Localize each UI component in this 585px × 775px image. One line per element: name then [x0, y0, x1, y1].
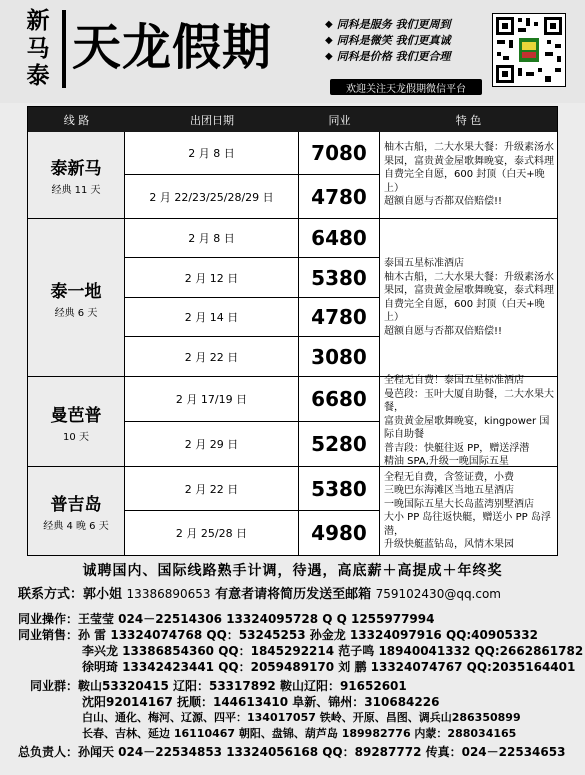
qr-code-icon: [492, 13, 566, 87]
feature-line: 超额自愿与否都双倍赔偿!!: [384, 325, 503, 337]
contact-mid: 有意者请将简历发送至邮箱: [215, 587, 372, 602]
slogan-item: ◆ 同科是服务 我们更周到: [325, 18, 451, 31]
group-line: 沈阳92014167 抚顺：144613410 阜新、锦州：310684226: [82, 695, 440, 709]
price-cell: 3080: [299, 337, 380, 377]
ops-line: 同业操作：王莹莹 024－22514306 13324095728 Q Q 1255977994: [18, 612, 435, 626]
brand-title: 天龙假期: [72, 18, 273, 76]
date-cell: 2 月 29 日: [125, 422, 299, 467]
route-name: 曼芭普: [50, 405, 102, 426]
feature-line: 全程无自费！泰国五星标准酒店: [384, 375, 524, 387]
contact-phone: 13386890653: [126, 587, 211, 601]
features-cell: [380, 219, 557, 377]
dest-char-2: 马: [26, 35, 50, 62]
price-cell: 4780: [299, 298, 380, 337]
feature-line: 超额自愿与否都双倍赔偿!!: [384, 196, 503, 208]
route-cell: [28, 467, 125, 555]
route-duration: 经典 11 天: [51, 185, 101, 196]
manager-line: 总负责人：孙闻天 024－22534853 13324056168 QQ：89287772 传真：024－22534653: [18, 745, 566, 759]
feature-line: 精油 SPA,升级一晚国际五星: [384, 456, 509, 468]
diamond-bullet-icon: ◆: [325, 18, 333, 30]
date-cell: 2 月 22 日: [125, 337, 299, 377]
price-cell: 5280: [299, 422, 380, 467]
date-cell: 2 月 8 日: [125, 132, 299, 175]
slogan-item: ◆ 同科是微笑 我们更真诚: [325, 34, 451, 47]
date-cell: 2 月 12 日: [125, 258, 299, 298]
features-cell: [380, 132, 557, 219]
features-cell: [380, 377, 557, 467]
date-cell: 2 月 14 日: [125, 298, 299, 337]
route-cell: [28, 219, 125, 377]
slogan-item: ◆ 同科是价格 我们更合理: [325, 50, 451, 63]
dest-char-1: 新: [26, 8, 50, 34]
table-header: [28, 107, 557, 132]
feature-line: 大小 PP 岛往返快艇，赠送小 PP 岛浮潜，: [384, 512, 551, 537]
price-cell: 6680: [299, 377, 380, 422]
price-cell: 4980: [299, 511, 380, 555]
route-cell: [28, 132, 125, 219]
date-cell: 2 月 22 日: [125, 467, 299, 511]
header-divider: [62, 10, 66, 88]
sales-line: 徐明琦 13342423441 QQ：2059489170 刘 鹏 13324074767 QQ:2035164401: [82, 660, 576, 674]
route-duration: 经典 4 晚 6 天: [43, 521, 109, 532]
feature-line: 泰国五星标准酒店: [384, 258, 464, 269]
feature-line: 富贵黄金屋歌舞晚宴，kingpower 国际自助餐: [384, 415, 550, 441]
route-duration: 经典 6 天: [54, 307, 98, 319]
feature-line: 自费完全自愿，600 封顶（白天+晚上）: [384, 169, 545, 194]
price-cell: 5380: [299, 258, 380, 298]
route-cell: [28, 377, 125, 467]
feature-line: 柚木古船，二大水果大餐：升级素汤水果园，富贵黄金屋歌舞晚宴，泰式料理: [384, 271, 554, 296]
date-cell: 2 月 25/28 日: [125, 511, 299, 555]
feature-line: 全程无自费，含签证费，小费: [384, 471, 514, 483]
recruit-banner: 诚聘国内、国际线路熟手计调，待遇，高底薪＋高提成＋年终奖: [82, 563, 503, 579]
feature-line: 升级快艇蓝钻岛，风情木果园: [384, 539, 514, 550]
feature-line: 三晚巴东海滩区当地五星酒店: [384, 485, 514, 496]
feature-line: 曼芭段：玉叶大厦自助餐，二大水果大餐，: [384, 388, 554, 414]
feature-line: 自费完全自愿，600 封顶（白天+晚上）: [384, 298, 545, 323]
date-cell: 2 月 22/23/25/28/29 日: [125, 175, 299, 219]
sales-line: 李兴龙 13386854360 QQ：1845292214 范子鸣 18940041332 QQ:2662861782: [82, 644, 584, 658]
diamond-bullet-icon: ◆: [325, 50, 333, 62]
contact-email: 759102430@qq.com: [375, 587, 501, 601]
header-features: 特 色: [455, 113, 482, 127]
feature-line: 柚木古船，二大水果大餐：升级素汤水果园，富贵黄金屋歌舞晚宴，泰式料理: [384, 142, 554, 167]
group-line: 长春、吉林、延边 16110467 朝阳、盘锦、葫芦岛 189982776 内蒙：288034165: [82, 727, 517, 740]
header-price: 同业: [328, 113, 351, 127]
group-line: 同业群：鞍山53320415 辽阳：53317892 鞍山辽阳：91652601: [30, 679, 407, 693]
diamond-bullet-icon: ◆: [325, 34, 333, 46]
price-cell: 5380: [299, 467, 380, 511]
features-cell: [380, 467, 557, 555]
sales-line: 同业销售：孙 雷 13324074768 QQ：53245253 孙金龙 13324097916 QQ:40905332: [18, 628, 538, 642]
route-name: 普吉岛: [50, 495, 102, 515]
contact-label: 联系方式：郭小姐: [18, 587, 123, 602]
header-route: 线 路: [63, 113, 90, 127]
contact-line: [18, 583, 501, 602]
destination-block: [20, 8, 56, 90]
price-cell: 4780: [299, 175, 380, 219]
price-cell: 7080: [299, 132, 380, 175]
route-name: 泰一地: [50, 281, 102, 302]
header: [0, 0, 585, 103]
date-cell: 2 月 17/19 日: [125, 377, 299, 422]
dest-char-3: 泰: [26, 63, 50, 89]
wechat-banner: 欢迎关注天龙假期微信平台: [330, 79, 482, 95]
slogan-list: [325, 16, 485, 64]
feature-line: 普吉段：快艇往返 PP，赠送浮潜: [384, 442, 530, 454]
price-table: [27, 106, 558, 556]
route-duration: 10 天: [63, 431, 89, 443]
price-cell: 6480: [299, 219, 380, 258]
header-dates: 出团日期: [190, 113, 234, 127]
date-cell: 2 月 8 日: [125, 219, 299, 258]
route-name: 泰新马: [50, 159, 102, 179]
group-line: 白山、通化、梅河、辽源、四平：134017057 铁岭、开原、昌图、调兵山286350899: [82, 711, 521, 724]
feature-line: 一晚国际五星大长岛蓝湾别墅酒店: [384, 498, 534, 510]
